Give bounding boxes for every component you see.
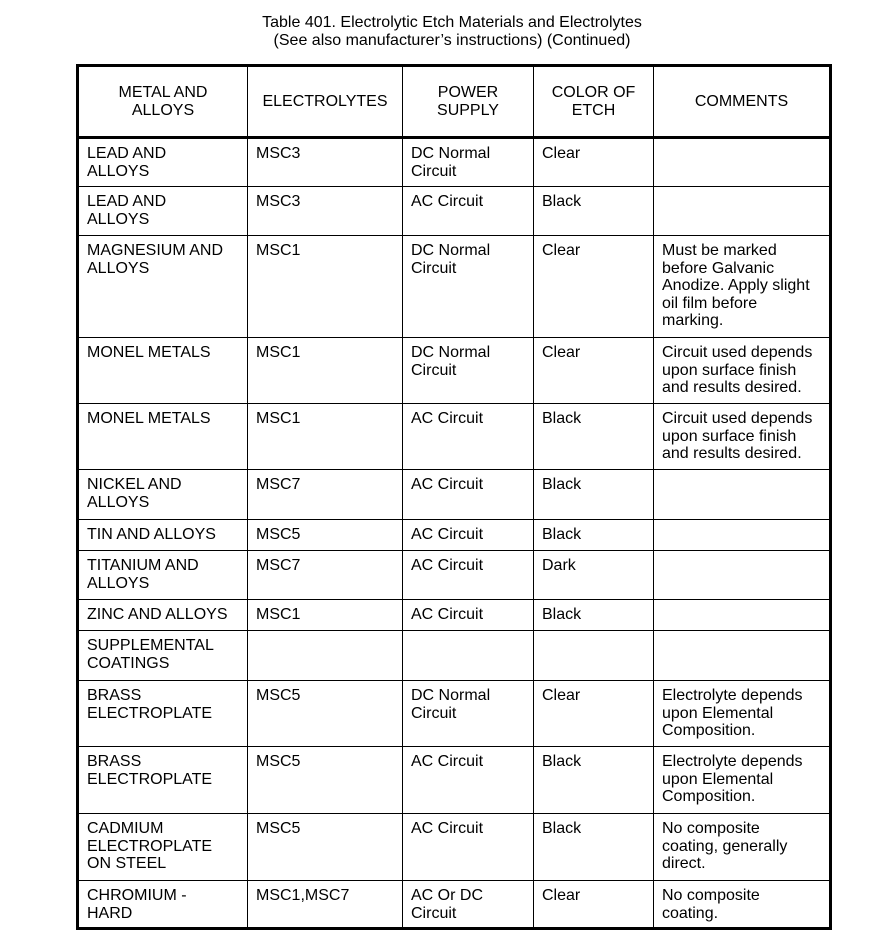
cell-power-supply: DC Normal Circuit bbox=[403, 681, 534, 747]
cell-color-of-etch: Clear bbox=[534, 236, 654, 338]
cell-power-supply: AC Circuit bbox=[403, 600, 534, 631]
cell-comments bbox=[654, 520, 831, 551]
cell-comments bbox=[654, 600, 831, 631]
cell-metal: TIN AND ALLOYS bbox=[78, 520, 248, 551]
cell-metal: CADMIUM ELECTROPLATE ON STEEL bbox=[78, 814, 248, 881]
cell-comments: No composite coating, generally direct. bbox=[654, 814, 831, 881]
cell-metal: LEAD AND ALLOYS bbox=[78, 187, 248, 236]
cell-electrolytes: MSC5 bbox=[248, 520, 403, 551]
cell-metal: ZINC AND ALLOYS bbox=[78, 600, 248, 631]
cell-electrolytes: MSC7 bbox=[248, 551, 403, 600]
cell-power-supply: DC Normal Circuit bbox=[403, 236, 534, 338]
cell-power-supply: DC Normal Circuit bbox=[403, 338, 534, 404]
cell-comments bbox=[654, 631, 831, 681]
cell-color-of-etch: Black bbox=[534, 814, 654, 881]
table-row bbox=[78, 338, 831, 404]
cell-power-supply: AC Circuit bbox=[403, 520, 534, 551]
cell-metal: CHROMIUM - HARD bbox=[78, 881, 248, 929]
cell-comments: Must be marked before Galvanic Anodize. Apply slight oil film before marking. bbox=[654, 236, 831, 338]
header-comments: COMMENTS bbox=[654, 66, 831, 138]
table-row bbox=[78, 681, 831, 747]
cell-color-of-etch: Clear bbox=[534, 338, 654, 404]
cell-color-of-etch: Clear bbox=[534, 881, 654, 929]
cell-comments: Electrolyte depends upon Elemental Composition. bbox=[654, 747, 831, 814]
cell-power-supply: DC Normal Circuit bbox=[403, 138, 534, 187]
cell-power-supply: AC Or DC Circuit bbox=[403, 881, 534, 929]
cell-metal: MONEL METALS bbox=[78, 404, 248, 470]
cell-comments bbox=[654, 470, 831, 520]
cell-color-of-etch: Black bbox=[534, 187, 654, 236]
cell-comments bbox=[654, 551, 831, 600]
cell-electrolytes: MSC3 bbox=[248, 138, 403, 187]
cell-comments: No composite coating. bbox=[654, 881, 831, 929]
cell-color-of-etch: Black bbox=[534, 404, 654, 470]
table-row bbox=[78, 520, 831, 551]
cell-power-supply: AC Circuit bbox=[403, 187, 534, 236]
cell-electrolytes: MSC5 bbox=[248, 814, 403, 881]
cell-metal: NICKEL AND ALLOYS bbox=[78, 470, 248, 520]
cell-comments bbox=[654, 138, 831, 187]
cell-electrolytes: MSC1 bbox=[248, 600, 403, 631]
cell-power-supply: AC Circuit bbox=[403, 747, 534, 814]
cell-comments: Circuit used depends upon surface finish and results desired. bbox=[654, 338, 831, 404]
cell-color-of-etch: Black bbox=[534, 520, 654, 551]
table-row bbox=[78, 138, 831, 187]
table-row bbox=[78, 631, 831, 681]
cell-metal: TITANIUM AND ALLOYS bbox=[78, 551, 248, 600]
cell-electrolytes: MSC5 bbox=[248, 681, 403, 747]
cell-metal: LEAD AND ALLOYS bbox=[78, 138, 248, 187]
cell-comments bbox=[654, 187, 831, 236]
cell-electrolytes: MSC1 bbox=[248, 236, 403, 338]
table-header-row bbox=[78, 66, 831, 138]
cell-electrolytes: MSC3 bbox=[248, 187, 403, 236]
cell-comments: Circuit used depends upon surface finish and results desired. bbox=[654, 404, 831, 470]
caption-title: Table 401. Electrolytic Etch Materials and Electrolytes bbox=[262, 14, 642, 31]
table-row bbox=[78, 470, 831, 520]
cell-power-supply: AC Circuit bbox=[403, 814, 534, 881]
table-row bbox=[78, 747, 831, 814]
cell-metal: MONEL METALS bbox=[78, 338, 248, 404]
cell-color-of-etch: Clear bbox=[534, 681, 654, 747]
table-row bbox=[78, 814, 831, 881]
cell-color-of-etch bbox=[534, 631, 654, 681]
cell-electrolytes bbox=[248, 631, 403, 681]
table-row bbox=[78, 236, 831, 338]
cell-electrolytes: MSC1 bbox=[248, 338, 403, 404]
cell-color-of-etch: Clear bbox=[534, 138, 654, 187]
cell-power-supply: AC Circuit bbox=[403, 404, 534, 470]
cell-electrolytes: MSC5 bbox=[248, 747, 403, 814]
cell-power-supply: AC Circuit bbox=[403, 470, 534, 520]
table-row bbox=[78, 187, 831, 236]
cell-metal: BRASS ELECTROPLATE bbox=[78, 747, 248, 814]
table-caption bbox=[0, 14, 872, 50]
header-power-supply: POWER SUPPLY bbox=[403, 66, 534, 138]
cell-electrolytes: MSC1,MSC7 bbox=[248, 881, 403, 929]
cell-power-supply bbox=[403, 631, 534, 681]
table-row bbox=[78, 404, 831, 470]
etch-materials-table bbox=[76, 64, 832, 930]
table-row bbox=[78, 600, 831, 631]
cell-comments: Electrolyte depends upon Elemental Composition. bbox=[654, 681, 831, 747]
cell-electrolytes: MSC1 bbox=[248, 404, 403, 470]
cell-color-of-etch: Dark bbox=[534, 551, 654, 600]
cell-metal: BRASS ELECTROPLATE bbox=[78, 681, 248, 747]
table-row bbox=[78, 881, 831, 929]
cell-metal: MAGNESIUM AND ALLOYS bbox=[78, 236, 248, 338]
cell-electrolytes: MSC7 bbox=[248, 470, 403, 520]
cell-color-of-etch: Black bbox=[534, 747, 654, 814]
header-electrolytes: ELECTROLYTES bbox=[248, 66, 403, 138]
cell-metal: SUPPLEMENTAL COATINGS bbox=[78, 631, 248, 681]
table-row bbox=[78, 551, 831, 600]
caption-subtitle: (See also manufacturer’s instructions) (Continued) bbox=[273, 32, 631, 49]
cell-power-supply: AC Circuit bbox=[403, 551, 534, 600]
cell-color-of-etch: Black bbox=[534, 600, 654, 631]
header-metal-and-alloys: METAL AND ALLOYS bbox=[78, 66, 248, 138]
header-color-of-etch: COLOR OF ETCH bbox=[534, 66, 654, 138]
cell-color-of-etch: Black bbox=[534, 470, 654, 520]
